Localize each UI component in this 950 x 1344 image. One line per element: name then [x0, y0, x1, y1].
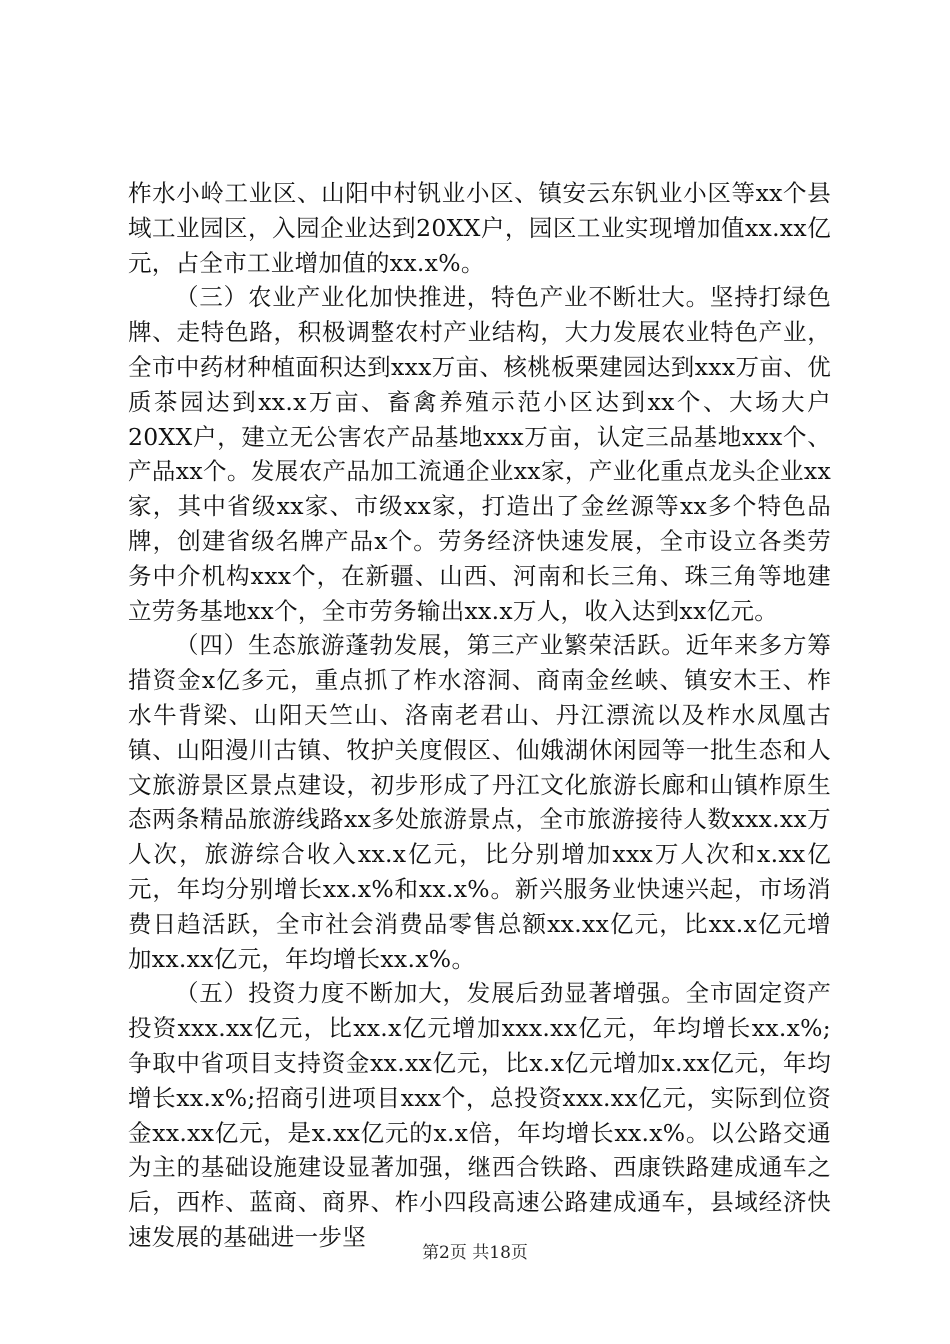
paragraph-investment: （五）投资力度不断加大，发展后劲显著增强。全市固定资产投资xxx.xx亿元，比xx.x亿元增加xxx.xx亿元，年均增长xx.x%;争取中省项目支持资金xx.xx亿元，比x.x亿元增加x.xx亿元，年均增长xx.x%;招商引进项目xxx个，总投资xxx.xx亿元，实际到位资金xx.xx亿元，是x.xx亿元的x.x倍，年均增长xx.x%。以公路交通为主的基础设施建设显著加强，继西合铁路、西康铁路建成通车之后，西柞、蓝商、商界、柞小四段高速公路建成通车，县域经济快速发展的基础进一步坚	[128, 979, 831, 1251]
document-body	[128, 176, 831, 1255]
page-number-footer: 第2页 共18页	[422, 1243, 528, 1263]
paragraph-agriculture: （三）农业产业化加快推进，特色产业不断壮大。坚持打绿色牌、走特色路，积极调整农村产业结构，大力发展农业特色产业，全市中药材种植面积达到xxx万亩、核桃板栗建园达到xxx万亩、优质茶园达到xx.x万亩、畜禽养殖示范小区达到xx个、大场大户20XX户，建立无公害农产品基地xxx万亩，认定三品基地xxx个、产品xx个。发展农产品加工流通企业xx家，产业化重点龙头企业xx家，其中省级xx家、市级xx家，打造出了金丝源等xx多个特色品牌，创建省级名牌产品x个。劳务经济快速发展，全市设立各类劳务中介机构xxx个，在新疆、山西、河南和长三角、珠三角等地建立劳务基地xx个，全市劳务输出xx.x万人，收入达到xx亿元。	[128, 283, 831, 625]
paragraph-continuation: 柞水小岭工业区、山阳中村钒业小区、镇安云东钒业小区等xx个县域工业园区，入园企业达到20XX户，园区工业实现增加值xx.xx亿元，占全市工业增加值的xx.x%。	[128, 179, 831, 277]
paragraph-tourism: （四）生态旅游蓬勃发展，第三产业繁荣活跃。近年来多方筹措资金x亿多元，重点抓了柞水溶洞、商南金丝峡、镇安木王、柞水牛背梁、山阳天竺山、洛南老君山、丹江漂流以及柞水凤凰古镇、山阳漫川古镇、牧护关度假区、仙娥湖休闲园等一批生态和人文旅游景区景点建设，初步形成了丹江文化旅游长廊和山镇柞原生态两条精品旅游线路xx多处旅游景点，全市旅游接待人数xxx.xx万人次，旅游综合收入xx.x亿元，比分别增加xxx万人次和x.xx亿元，年均分别增长xx.x%和xx.x%。新兴服务业快速兴起，市场消费日趋活跃，全市社会消费品零售总额xx.xx亿元，比xx.x亿元增加xx.xx亿元，年均增长xx.x%。	[128, 631, 831, 973]
